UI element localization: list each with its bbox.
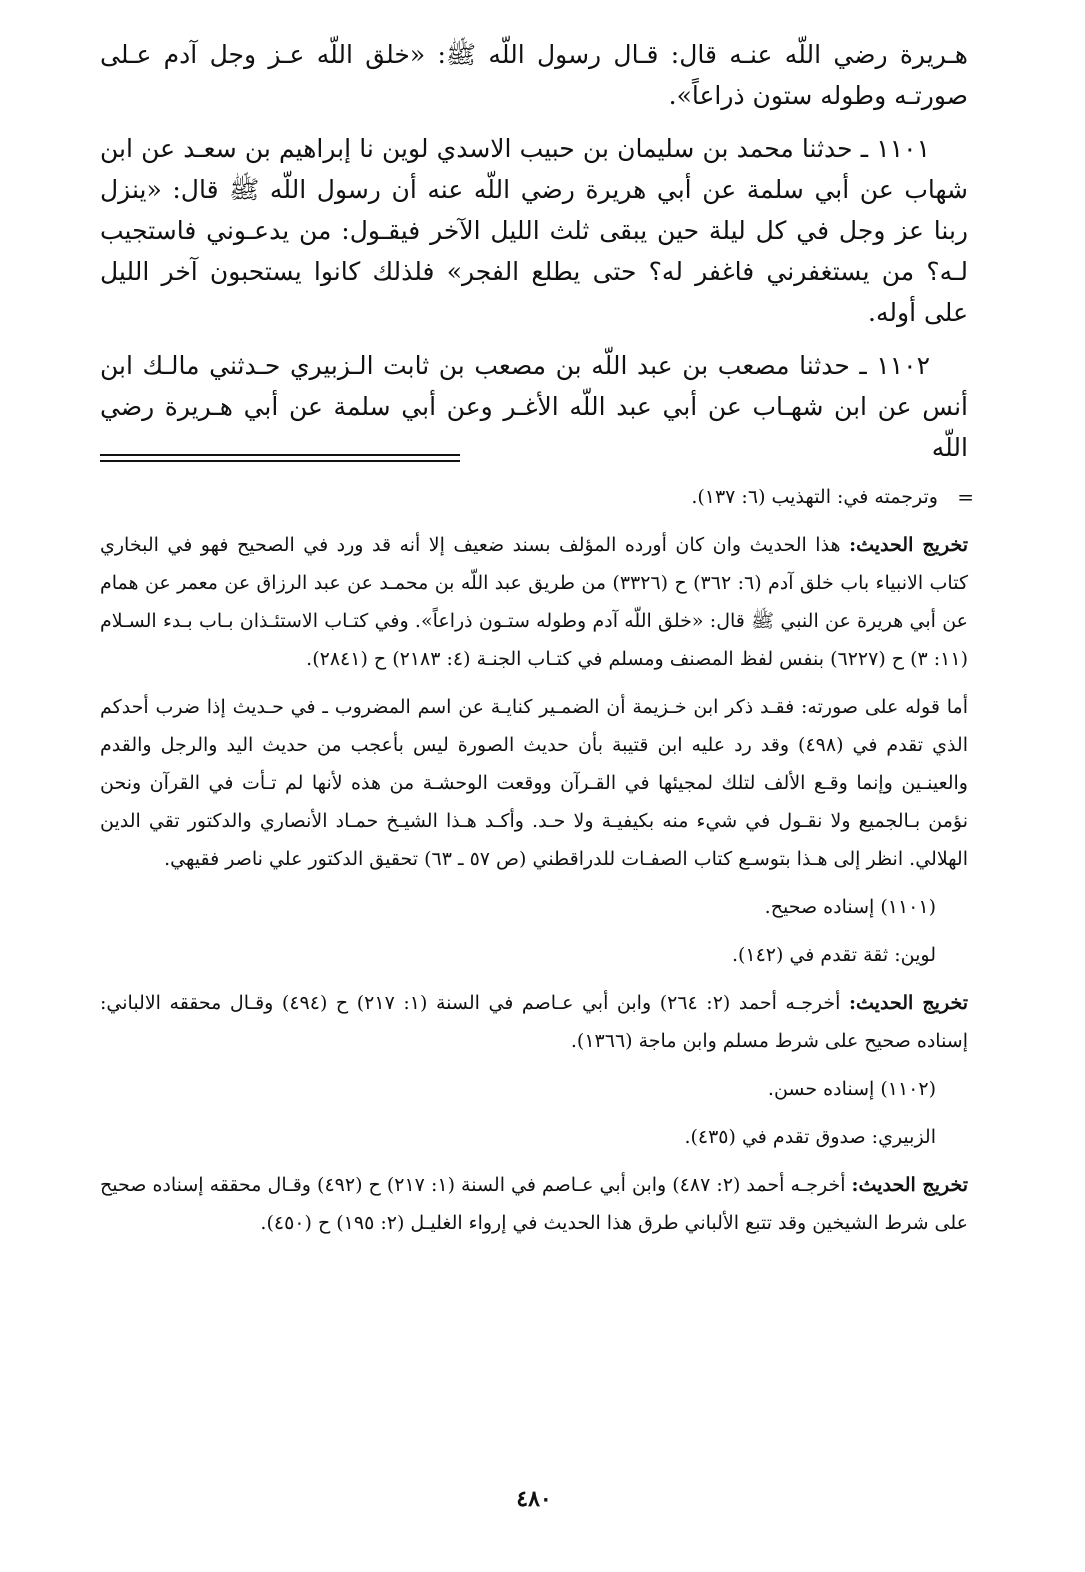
- separator-line-bottom: [100, 460, 460, 462]
- hadith-1102: ١١٠٢ ـ حدثنا مصعب بن عبد اللّه بن مصعب بن ثابت الـزبيري حـدثني مالـك ابن أنس عن ابن شهـاب عن أبي عبد اللّه الأغـر وعن أبي سلمة عن أبي هـريرة رضي اللّه: [100, 351, 968, 462]
- footnote-isnad-1101: (١١٠١) إسناده صحيح.: [764, 896, 936, 918]
- separator-line-top: [100, 454, 460, 456]
- footnote-continuation: [100, 478, 974, 516]
- footnote-zubairi: الزبيري: صدوق تقدم في (٤٣٥).: [684, 1126, 936, 1148]
- book-page: [100, 34, 974, 1534]
- footnote-surah-note: أما قوله على صورته: فقـد ذكر ابن خـزيمة أن الضمـير كنايـة عن اسم المضروب ـ في حـديث إذا ضرب أحدكم الذي تقدم في (٤٩٨) وقد رد عليه ابن قتيبة بأن حديث الصورة ليس بأعجب من حديث اليد والرجل والقدم والعينـين وإنما وقـع الألف لتلك لمجيئها في القـرآن ووقعت الوحشـة من هذه لأنها لم تـأت في القرآن ونحن نؤمن بـالجميع ولا نقـول في شيء منه بكيفيـة ولا حـد. وأكـد هـذا الشيـخ حمـاد الأنصاري والدكتور تقي الدين الهلالي. انظر إلى هـذا بتوسـع كتاب الصفـات للدراقطني (ص ٥٧ ـ ٦٣) تحقيق الدكتور علي ناصر فقيهي.: [100, 696, 969, 870]
- takhrij-text: أخرجـه أحمد (٢: ٢٦٤) وابن أبي عـاصم في السنة (١: ٢١٧) ح (٤٩٤) وقـال محققه الالباني: إسناده صحيح على شرط مسلم وابن ماجة (١٣٦٦).: [100, 992, 968, 1052]
- footnote-isnad-1102: (١١٠٢) إسناده حسن.: [767, 1078, 936, 1100]
- footnotes: [100, 478, 974, 1252]
- hadith-continuation: هـريرة رضي اللّه عنـه قال: قـال رسول اللّه ﷺ: «خلق اللّه عـز وجل آدم عـلى صورتـه وطوله ستون ذراعاً».: [100, 40, 968, 110]
- takhrij-label: تخريج الحديث:: [849, 534, 969, 556]
- takhrij-label: تخريج الحديث:: [849, 992, 969, 1014]
- page-number: ٤٨٠: [516, 1486, 552, 1512]
- footnote-takhrij-1102: [100, 1166, 968, 1242]
- footnote-takhrij-1100: [100, 526, 968, 678]
- continuation-mark: =: [957, 485, 974, 509]
- main-text: [100, 34, 968, 468]
- takhrij-text: أخرجـه أحمد (٢: ٤٨٧) وابن أبي عـاصم في السنة (١: ٢١٧) ح (٤٩٢) وقـال محققه إسناده صحيح على شرط الشيخين وقد تتبع الألباني طرق هذا الحديث في إرواء الغليـل (٢: ١٩٥) ح (٤٥٠).: [100, 1174, 968, 1234]
- footnote-tahdhib: وترجمته في: التهذيب (٦: ١٣٧).: [691, 486, 938, 508]
- takhrij-text: هذا الحديث وان كان أورده المؤلف بسند ضعيف إلا أنه قد ورد في الصحيح فهو في البخاري كتاب الانبياء باب خلق آدم (٦: ٣٦٢) ح (٣٣٢٦) من طريق عبد اللّه بن محمـد عن عبد الرزاق عن معمر عن همام عن أبي هريرة عن النبي ﷺ قال: «خلق اللّه آدم وطوله ستـون ذراعاً». وفي كتـاب الاستئـذان بـاب بـدء السـلام (١١: ٣) ح (٦٢٢٧) بنفس لفظ المصنف ومسلم في كتـاب الجنـة (٤: ٢١٨٣) ح (٢٨٤١).: [100, 534, 968, 670]
- footnote-takhrij-1101: [100, 984, 968, 1060]
- hadith-1101: ١١٠١ ـ حدثنا محمد بن سليمان بن حبيب الاسدي لوين نا إبراهيم بن سعـد عن ابن شهاب عن أبي سلمة عن أبي هريرة رضي اللّه عنه أن رسول اللّه ﷺ قال: «ينزل ربنا عز وجل في كل ليلة حين يبقى ثلث الليل الآخر فيقـول: من يدعـوني فاستجيب لـه؟ من يستغفرني فاغفر له؟ حتى يطلع الفجر» فلذلك كانوا يستحبون آخر الليل على أوله.: [100, 134, 968, 327]
- footnote-separator: [100, 454, 460, 466]
- footnote-luwain: لوين: ثقة تقدم في (١٤٢).: [731, 944, 936, 966]
- takhrij-label: تخريج الحديث:: [851, 1174, 969, 1196]
